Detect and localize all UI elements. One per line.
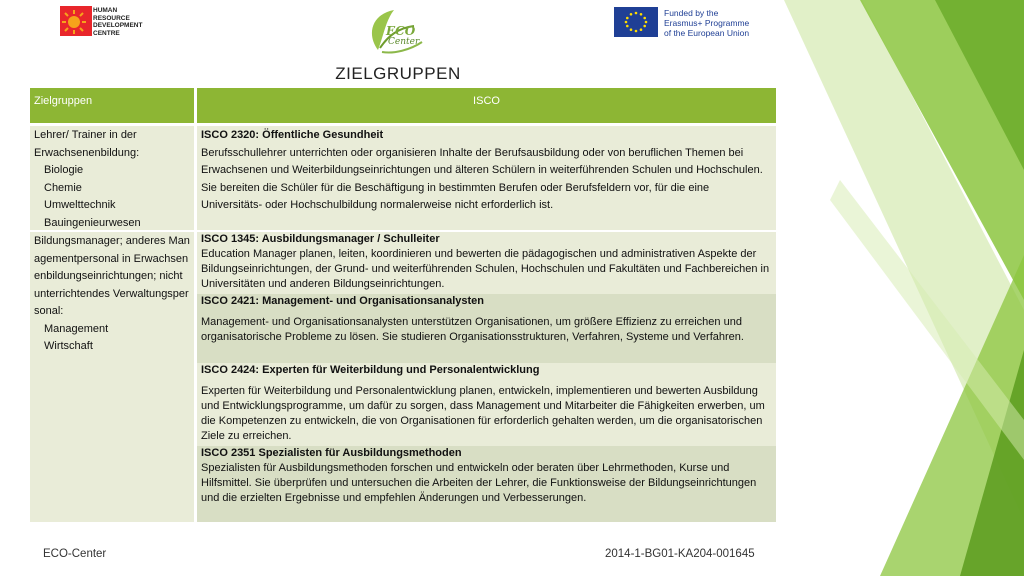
hrdc-logo xyxy=(60,6,170,38)
isco-description: Spezialisten für Ausbildungsmethoden forschen und entwickeln oder beraten über Lehrmethoden, Kurse und Hilfsmittel. Sie überprüfen und untersuchen die Arbeiten der Lehrer, die Funktionsweise der Bildungseinrichtungen und die erzielten Ergebnisse und empfehlen Änderungen und Verbesserungen. xyxy=(201,462,757,504)
isco-description: Experten für Weiterbildung und Personalentwicklung planen, entwickeln, implementieren und bewerten Ausbildung und Entwicklungsprogramme, um dafür zu sorgen, dass Management und Mitarbeiter die Fähigkeiten erwerben, um die Kompetenzen zu entwickeln, die von Organisationen für erforderlich gehalten werden, um die organisatorischen Ziele zu erreichen. xyxy=(201,385,765,442)
hrdc-logo-text: HUMAN RESOURCE DEVELOPMENT CENTRE xyxy=(93,7,143,37)
eu-flag-icon xyxy=(614,7,658,37)
group2-item: Wirtschaft xyxy=(44,340,93,352)
group2-item: Management xyxy=(44,322,109,335)
isco-title: ISCO 2320: Öffentliche Gesundheit xyxy=(201,129,384,141)
footer-project-code: 2014-1-BG01-KA204-001645 xyxy=(605,548,755,560)
header-isco xyxy=(197,88,776,123)
header-col1-label: Zielgruppen xyxy=(34,95,93,107)
group1-item: Bauingenieurwesen xyxy=(44,216,141,229)
isco-row xyxy=(197,446,776,522)
isco-title: ISCO 2424: Experten für Weiterbildung und Personalentwicklung xyxy=(201,364,540,376)
group1-item: Biologie xyxy=(44,164,84,176)
group1-item: Chemie xyxy=(44,181,82,194)
isco-title: ISCO 2351 Spezialisten für Ausbildungsmethoden xyxy=(201,447,462,459)
sun-logo-icon xyxy=(60,6,92,36)
center-logo-text: Center xyxy=(388,37,420,47)
isco-description: Management- und Organisationsanalysten unterstützen Organisationen, um größere Effizienz zu erreichen und organisatorische Probleme zu lösen. Sie studieren Organisationsstrukturen, Verfahren, Systeme und Verfahren. xyxy=(201,316,744,343)
group2-lead: Bildungsmanager; anderes Managementpersonal in Erwachsenenbildungseinrichtungen; nicht unterrichtendes Verwaltungspersonal: xyxy=(34,235,190,317)
eco-center-logo xyxy=(364,6,428,60)
isco-description: Berufsschullehrer unterrichten oder organisieren Inhalte der Berufsausbildung oder von beruflichen Themen bei Erwachsenen und Weiterbildungseinrichtungen und älteren Schülern in weiterführenden Schulen und Hochschulen. Sie bereiten die Schüler für die Beschäftigung in bestimmten Berufen oder Berufsfeldern vor, für die eine Universitäts- oder Hochschulbildung normalerweise nicht erforderlich ist. xyxy=(201,146,763,211)
target-groups-table xyxy=(30,88,776,522)
header-zielgruppen xyxy=(30,88,194,123)
eu-funding-text: Funded by the Erasmus+ Programme of the European Union xyxy=(664,8,750,38)
isco-row xyxy=(197,294,776,363)
isco-row xyxy=(197,126,776,230)
isco-title: ISCO 2421: Management- und Organisationsanalysten xyxy=(201,295,485,307)
group1-item: Umwelttechnik xyxy=(44,199,116,211)
eco-logo-text: ECO xyxy=(386,24,416,38)
eu-logo xyxy=(614,7,764,41)
isco-row xyxy=(197,363,776,446)
header-col2-label: ISCO xyxy=(473,95,500,107)
group-managers-cell xyxy=(30,232,194,522)
group-teachers-cell xyxy=(30,126,194,230)
isco-description: Education Manager planen, leiten, koordinieren und bewerten die pädagogischen und administrativen Aspekte der Bildungseinrichtungen, der Grund- und weiterführenden Schulen, Hochschulen und Fakultäten und Fachbereichen in Universitäten und anderen Bildungseinrichtungen. xyxy=(201,248,770,290)
footer-project-name: ECO-Center xyxy=(43,548,107,560)
isco-title: ISCO 1345: Ausbildungsmanager / Schulleiter xyxy=(201,233,440,245)
isco-row xyxy=(197,232,776,294)
page-title: ZIELGRUPPEN xyxy=(335,64,461,83)
group1-lead: Lehrer/ Trainer in der Erwachsenenbildung: xyxy=(34,129,140,159)
